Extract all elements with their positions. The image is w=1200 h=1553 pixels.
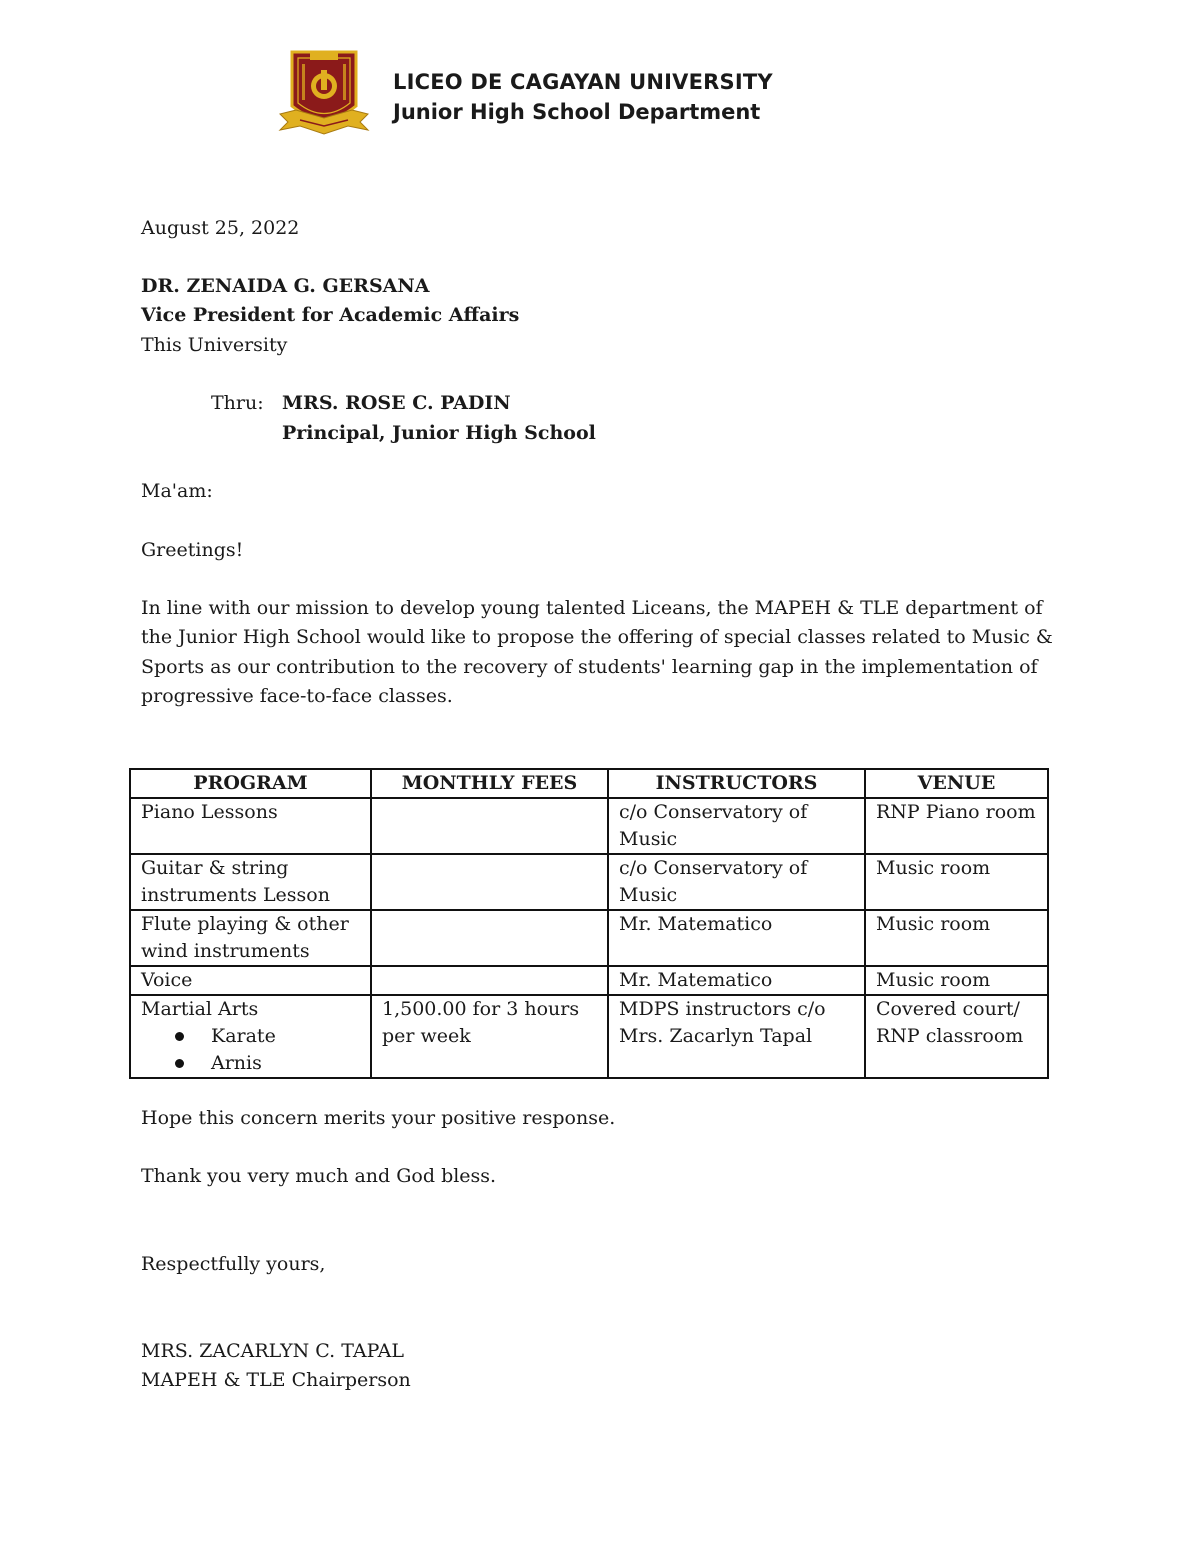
cell-venue: Music room [865, 966, 1048, 995]
body-line: progressive face-to-face classes. [141, 684, 453, 707]
cell-program: Guitar & string instruments Lesson [130, 854, 371, 910]
letter-date: August 25, 2022 [141, 217, 300, 239]
table-row [130, 995, 1048, 1078]
cell-venue: Music room [865, 910, 1048, 966]
thru-title: Principal, Junior High School [282, 422, 596, 444]
cell-instructors: c/o Conservatory of Music [608, 798, 865, 854]
department-name: Junior High School Department [393, 100, 761, 124]
cell-program: Piano Lessons [130, 798, 371, 854]
list-item: Karate [201, 1023, 360, 1050]
recipient-name: DR. ZENAIDA G. GERSANA [141, 275, 430, 297]
recipient-org: This University [141, 334, 288, 356]
column-header-monthly-fees: MONTHLY FEES [371, 769, 608, 798]
body-line: the Junior High School would like to propose the offering of special classes related to Music & [141, 626, 1053, 649]
cell-program: Voice [130, 966, 371, 995]
cell-fees [371, 854, 608, 910]
cell-instructors: Mr. Matematico [608, 966, 865, 995]
cell-fees [371, 798, 608, 854]
cell-fees [371, 966, 608, 995]
table-row [130, 910, 1048, 966]
thru-label: Thru: [211, 392, 264, 414]
complimentary-close: Respectfully yours, [141, 1253, 326, 1275]
signatory-title: MAPEH & TLE Chairperson [141, 1369, 411, 1391]
university-name: LICEO DE CAGAYAN UNIVERSITY [393, 70, 773, 94]
cell-instructors: c/o Conservatory of Music [608, 854, 865, 910]
programs-table [129, 768, 1049, 1079]
signatory-name: MRS. ZACARLYN C. TAPAL [141, 1340, 404, 1362]
closing-line-1: Hope this concern merits your positive response. [141, 1107, 616, 1129]
salutation: Ma'am: [141, 480, 213, 502]
cell-fees: 1,500.00 for 3 hours per week [371, 995, 608, 1078]
table-row [130, 966, 1048, 995]
closing-line-2: Thank you very much and God bless. [141, 1165, 497, 1187]
list-item: Arnis [201, 1050, 360, 1077]
table-row [130, 854, 1048, 910]
table-header-row [130, 769, 1048, 798]
cell-venue: RNP Piano room [865, 798, 1048, 854]
cell-instructors: MDPS instructors c/o Mrs. Zacarlyn Tapal [608, 995, 865, 1078]
program-label: Martial Arts [141, 998, 259, 1020]
column-header-venue: VENUE [865, 769, 1048, 798]
column-header-instructors: INSTRUCTORS [608, 769, 865, 798]
recipient-title: Vice President for Academic Affairs [141, 304, 520, 326]
thru-name: MRS. ROSE C. PADIN [282, 392, 511, 414]
cell-fees [371, 910, 608, 966]
greeting: Greetings! [141, 539, 244, 561]
body-paragraph [141, 594, 1051, 711]
body-line: Sports as our contribution to the recovery of students' learning gap in the implementation of [141, 655, 1038, 678]
sub-program-list [141, 1023, 360, 1077]
cell-venue: Covered court/ RNP classroom [865, 995, 1048, 1078]
cell-venue: Music room [865, 854, 1048, 910]
table-row [130, 798, 1048, 854]
cell-program: Flute playing & other wind instruments [130, 910, 371, 966]
cell-program [130, 995, 371, 1078]
body-line: In line with our mission to develop young talented Liceans, the MAPEH & TLE department of [141, 597, 1043, 619]
university-seal-logo [276, 48, 372, 140]
column-header-program: PROGRAM [130, 769, 371, 798]
cell-instructors: Mr. Matematico [608, 910, 865, 966]
